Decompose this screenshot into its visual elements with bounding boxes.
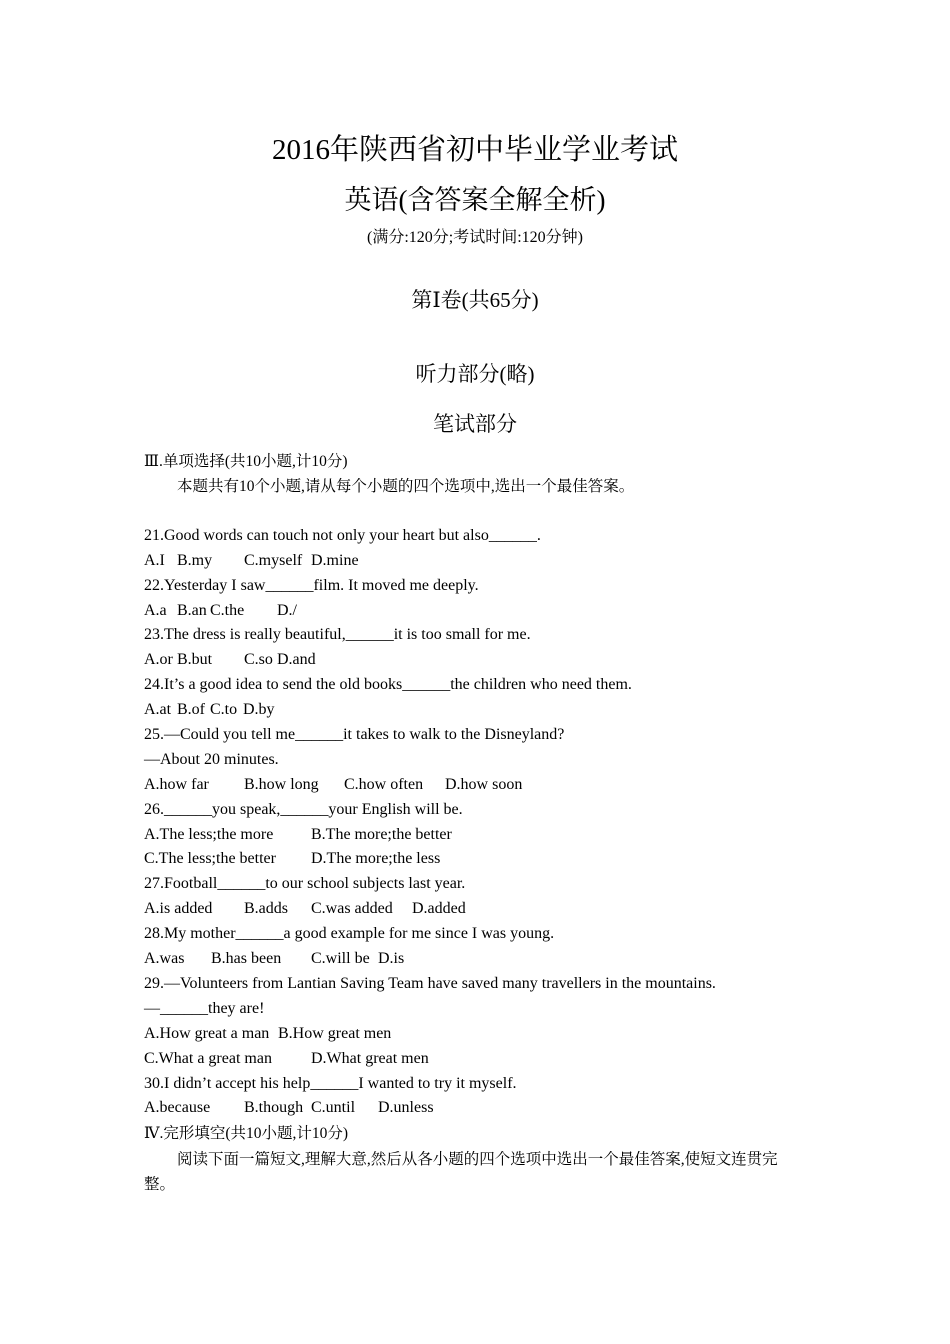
option-b: B.How great men: [278, 1025, 392, 1042]
option-b: B.my: [177, 552, 213, 569]
option-c: C.until: [311, 1099, 356, 1116]
option-b: B.The more;the better: [311, 826, 452, 843]
option-b: B.of: [177, 701, 205, 718]
question-29: 29.—Volunteers from Lantian Saving Team have saved many travellers in the mountains.: [144, 975, 716, 992]
answer-25: —About 20 minutes.: [144, 751, 279, 768]
section-4-instruction: 阅读下面一篇短文,理解大意,然后从各小题的四个选项中选出一个最佳答案,使短文连贯完整。: [144, 1151, 778, 1193]
question-24: 24.It’s a good idea to send the old books______the children who need them.: [144, 676, 632, 693]
question-26: 26.______you speak,______your English will be.: [144, 801, 463, 818]
option-b: B.how long: [244, 776, 319, 793]
question-22: 22.Yesterday I saw______film. It moved me deeply.: [144, 577, 479, 594]
options-23: [144, 650, 316, 670]
options-30: [144, 1098, 434, 1118]
writing-heading: 笔试部分: [433, 412, 517, 436]
option-a: A.or: [144, 651, 173, 668]
exam-meta: (满分:120分;考试时间:120分钟): [367, 229, 583, 246]
question-25: 25.—Could you tell me______it takes to walk to the Disneyland?: [144, 726, 565, 743]
option-d: D.added: [412, 900, 466, 917]
option-c: C.will be: [311, 950, 370, 967]
question-23: 23.The dress is really beautiful,______it is too small for me.: [144, 626, 531, 643]
option-a: A.is added: [144, 900, 213, 917]
option-b: B.an: [177, 602, 207, 619]
options-24: [144, 700, 275, 720]
listening-heading: 听力部分(略): [415, 362, 535, 386]
section-4-heading: Ⅳ.完形填空(共10小题,计10分): [144, 1125, 349, 1142]
option-d: D./: [277, 602, 297, 619]
option-d: D.and: [277, 651, 316, 668]
option-a: A.How great a man: [144, 1025, 270, 1042]
option-c: C.was added: [311, 900, 393, 917]
option-a: A.because: [144, 1099, 211, 1116]
option-a: A.I: [144, 552, 165, 569]
option-c: C.how often: [344, 776, 424, 793]
options-27: [144, 899, 466, 919]
option-b: B.though: [244, 1099, 304, 1116]
answer-29: —______they are!: [144, 1000, 265, 1017]
question-21: 21.Good words can touch not only your heart but also______.: [144, 527, 541, 544]
options-29-ab: [144, 1024, 391, 1044]
options-21: [144, 551, 359, 571]
option-d: D.What great men: [311, 1050, 429, 1067]
option-c: C.What a great man: [144, 1050, 272, 1067]
option-c: C.The less;the better: [144, 850, 276, 867]
option-a: A.The less;the more: [144, 826, 274, 843]
option-d: D.mine: [311, 552, 359, 569]
options-25: [144, 775, 522, 795]
option-d: D.how soon: [445, 776, 523, 793]
option-c: C.myself: [244, 552, 303, 569]
option-d: D.unless: [378, 1099, 434, 1116]
exam-subtitle: 英语(含答案全解全析): [344, 185, 606, 215]
section-3-instruction: 本题共有10个小题,请从每个小题的四个选项中,选出一个最佳答案。: [177, 478, 635, 495]
option-c: C.to: [210, 701, 238, 718]
options-28: [144, 949, 404, 969]
option-c: C.so: [244, 651, 273, 668]
question-30: 30.I didn’t accept his help______I wanted to try it myself.: [144, 1075, 517, 1092]
option-b: B.has been: [211, 950, 282, 967]
question-27: 27.Football______to our school subjects last year.: [144, 875, 466, 892]
options-26-cd: [144, 849, 440, 869]
option-c: C.the: [210, 602, 245, 619]
options-22: [144, 601, 297, 621]
option-a: A.a: [144, 602, 167, 619]
option-a: A.at: [144, 701, 172, 718]
option-b: B.but: [177, 651, 213, 668]
option-d: D.is: [378, 950, 405, 967]
option-b: B.adds: [244, 900, 288, 917]
option-a: A.was: [144, 950, 185, 967]
options-29-cd: [144, 1049, 429, 1069]
options-26-ab: [144, 825, 452, 845]
volume-heading: 第Ⅰ卷(共65分): [411, 288, 539, 312]
option-d: D.by: [243, 701, 275, 718]
option-a: A.how far: [144, 776, 209, 793]
exam-title: 2016年陕西省初中毕业学业考试: [271, 134, 678, 166]
option-d: D.The more;the less: [311, 850, 441, 867]
question-28: 28.My mother______a good example for me since I was young.: [144, 925, 555, 942]
section-3-heading: Ⅲ.单项选择(共10小题,计10分): [144, 453, 348, 470]
